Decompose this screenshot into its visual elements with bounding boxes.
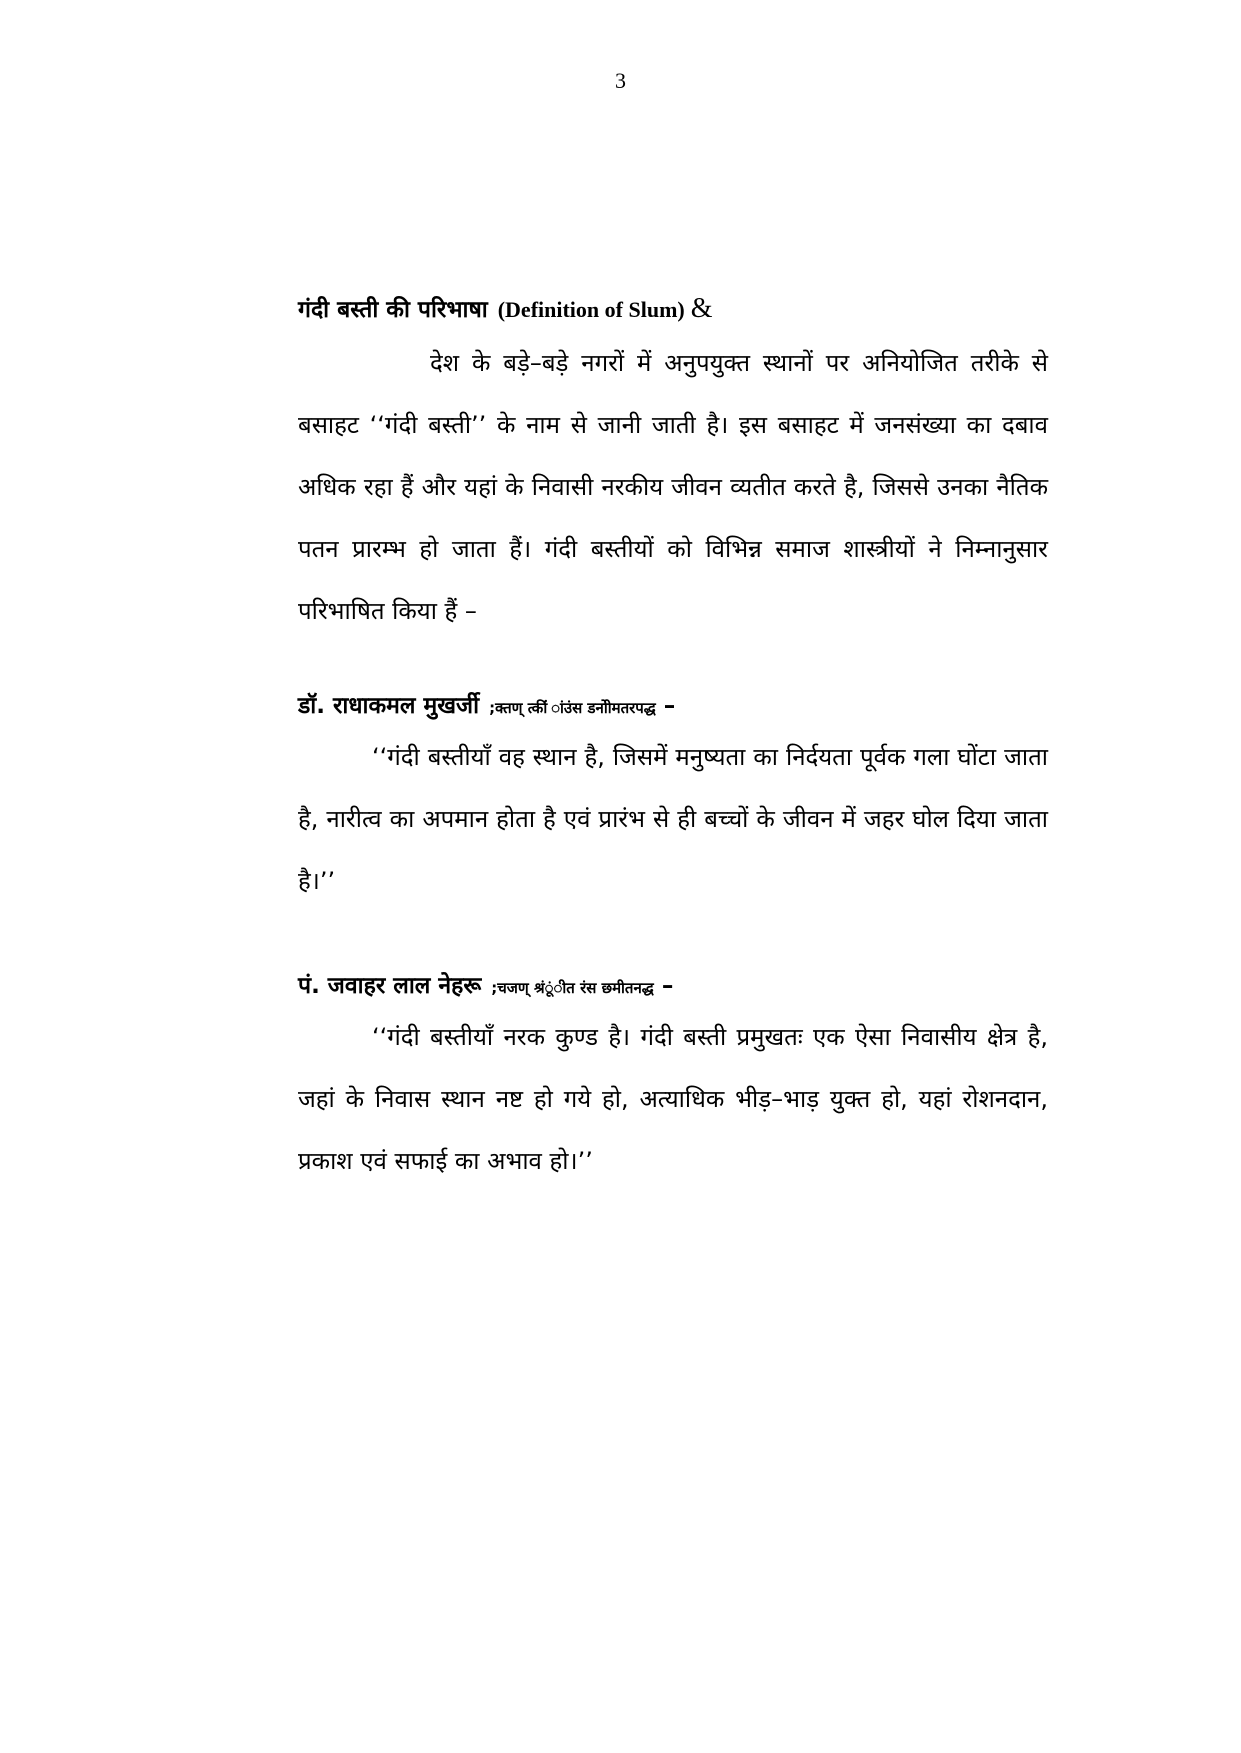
- page-number: 3: [615, 68, 626, 93]
- definition-heading-nehru: [298, 968, 1048, 1000]
- heading-ampersand: &: [690, 293, 713, 324]
- definition-quote-mukherjee: ‘‘गंदी बस्तीयाँ वह स्थान है, जिसमें मनुष्यता का निर्दयता पूर्वक गला घोंटा जाता है, नारीत्व का अपमान होता है एवं प्रारंभ से ही बच्चों के जीवन में जहर घोल दिया जाता है।’’: [298, 743, 1048, 895]
- author-name: डॉ. राधाकमल मुखर्जी: [298, 693, 480, 719]
- heading-english: (Definition of Slum): [497, 297, 685, 322]
- heading-dash: –: [661, 973, 674, 999]
- author-latin-name-garbled: ;क्तण् त्कींं ांउंस डनोीमतरपद्ध: [489, 699, 656, 717]
- author-latin-name-garbled: ;चजण् श्रंूंीत रंस छमीतनद्ध: [491, 979, 654, 997]
- section-heading-slum-definition: [298, 292, 1048, 325]
- heading-hindi: गंदी बस्ती की परिभाषा: [298, 297, 488, 323]
- intro-paragraph: देश के बड़े–बड़े नगरों में अनुपयुक्त स्थानों पर अनियोजित तरीके से बसाहट ‘‘गंदी बस्ती’’ के नाम से जानी जाती है। इस बसाहट में जनसंख्या का दबाव अधिक रहा हैं और यहां के निवासी नरकीय जीवन व्यतीत करते है, जिससे उनका नैतिक पतन प्रारम्भ हो जाता हैं। गंदी बस्तीयों को विभिन्न समाज शास्त्रीयों ने निम्नानुसार परिभाषित किया हैं –: [298, 349, 1048, 625]
- definition-heading-mukherjee: [298, 688, 1048, 720]
- author-name: पं. जवाहर लाल नेहरू: [298, 973, 482, 999]
- heading-dash: –: [663, 693, 676, 719]
- definition-quote-nehru: ‘‘गंदी बस्तीयाँ नरक कुण्ड है। गंदी बस्ती प्रमुखतः एक ऐसा निवासीय क्षेत्र है, जहां के निवास स्थान नष्ट हो गये हो, अत्याधिक भीड़–भाड़ युक्त हो, यहां रोशनदान, प्रकाश एवं सफाई का अभाव हो।’’: [298, 1023, 1048, 1175]
